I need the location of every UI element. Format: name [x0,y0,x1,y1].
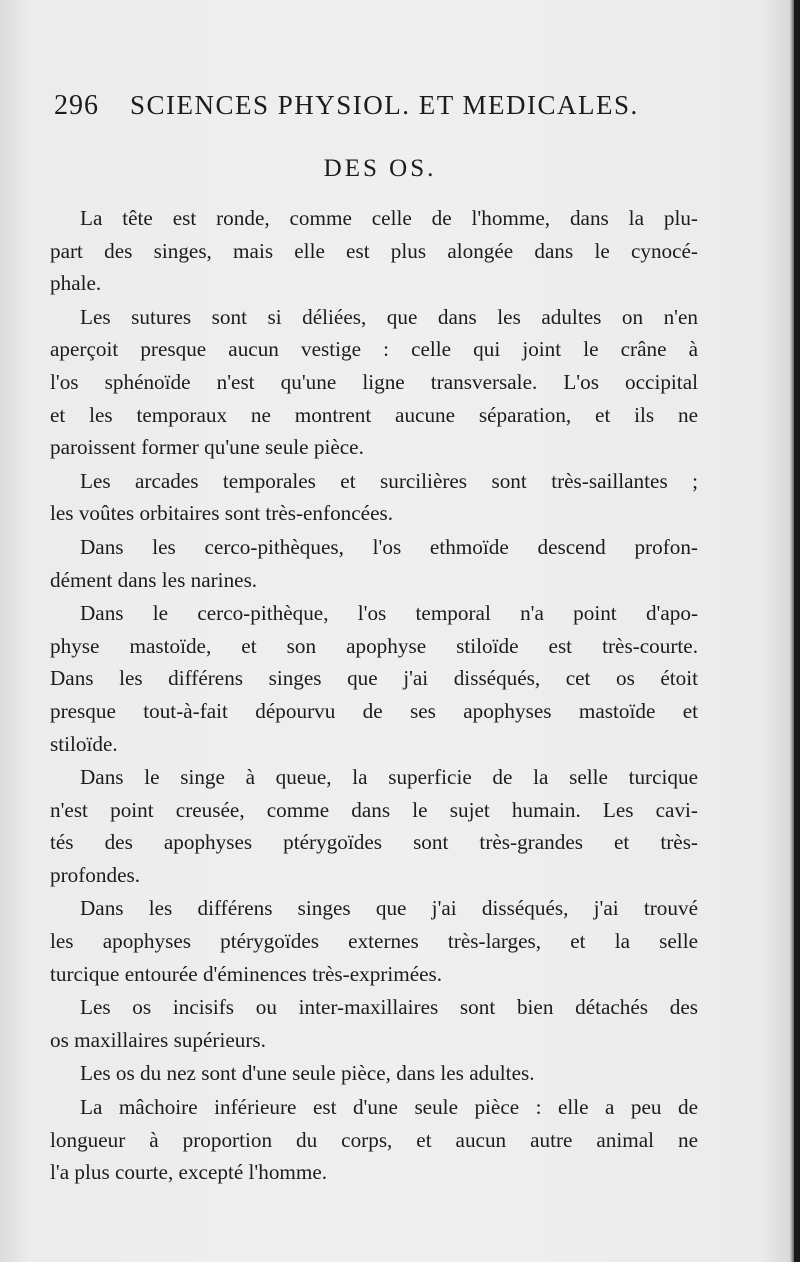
text-line: paroissent former qu'une seule pièce. [50,435,364,460]
text-line: n'est point creusée, comme dans le sujet humain. Les cavi- [50,797,698,822]
paragraph [50,531,698,596]
paragraph [50,1057,698,1090]
paragraph [50,1091,698,1189]
text-line: physe mastoïde, et son apophyse stiloïde est très-courte. [50,633,698,658]
paragraph [50,892,698,990]
text-line: l'os sphénoïde n'est qu'une ligne transversale. L'os occipital [50,369,698,394]
text-line: profondes. [50,862,141,887]
text-line: tés des apophyses ptérygoïdes sont très-grandes et très- [50,830,698,855]
text-line: l'a plus courte, excepté l'homme. [50,1160,328,1185]
page-number: 296 [54,90,99,121]
text-line: os maxillaires supérieurs. [50,1027,266,1052]
section-title: DES OS. [323,155,437,182]
text-line: part des singes, mais elle est plus alongée dans le cynocé- [50,238,698,263]
text-line: aperçoit presque aucun vestige : celle qui joint le crâne à [50,337,698,362]
paragraph [50,202,698,300]
text-line: Dans les cerco-pithèques, l'os ethmoïde descend profon- [80,534,698,559]
page-header [54,86,674,126]
text-line: longueur à proportion du corps, et aucun autre animal ne [50,1127,698,1152]
text-line: Dans le singe à queue, la superficie de la selle turcique [80,765,698,790]
text-line: turcique entourée d'éminences très-exprimées. [50,961,443,986]
text-line: les apophyses ptérygoïdes externes très-larges, et la selle [50,929,698,954]
text-line: La tête est ronde, comme celle de l'homme, dans la plu- [80,206,698,230]
text-line: Les sutures sont si déliées, que dans les adultes on n'en [80,304,698,329]
paragraph [50,991,698,1056]
text-line: Les os incisifs ou inter-maxillaires sont bien détachés des [80,995,698,1020]
text-line: les voûtes orbitaires sont très-enfoncées. [50,501,394,526]
page-edge [794,0,800,1262]
text-line: Dans les différens singes que j'ai disséqués, cet os étoit [50,666,698,691]
text-line: Dans les différens singes que j'ai disséqués, j'ai trouvé [80,896,698,921]
text-line: dément dans les narines. [50,567,258,592]
text-line: stiloïde. [50,731,118,756]
text-line: presque tout-à-fait dépourvu de ses apophyses mastoïde et [50,698,698,723]
text-line: Les os du nez sont d'une seule pièce, dans les adultes. [80,1061,535,1086]
text-line: Les arcades temporales et surcilières sont très-saillantes ; [80,468,698,493]
paragraph [50,761,698,891]
text-line: et les temporaux ne montrent aucune séparation, et ils ne [50,402,698,427]
body-text [50,202,698,1190]
text-line: phale. [50,271,102,296]
paragraph [50,465,698,530]
paragraph [50,597,698,760]
text-line: Dans le cerco-pithèque, l'os temporal n'a point d'apo- [80,601,698,626]
paragraph [50,301,698,464]
text-line: La mâchoire inférieure est d'une seule pièce : elle a peu de [80,1095,698,1120]
running-head: SCIENCES PHYSIOL. ET MEDICALES. [130,90,639,120]
